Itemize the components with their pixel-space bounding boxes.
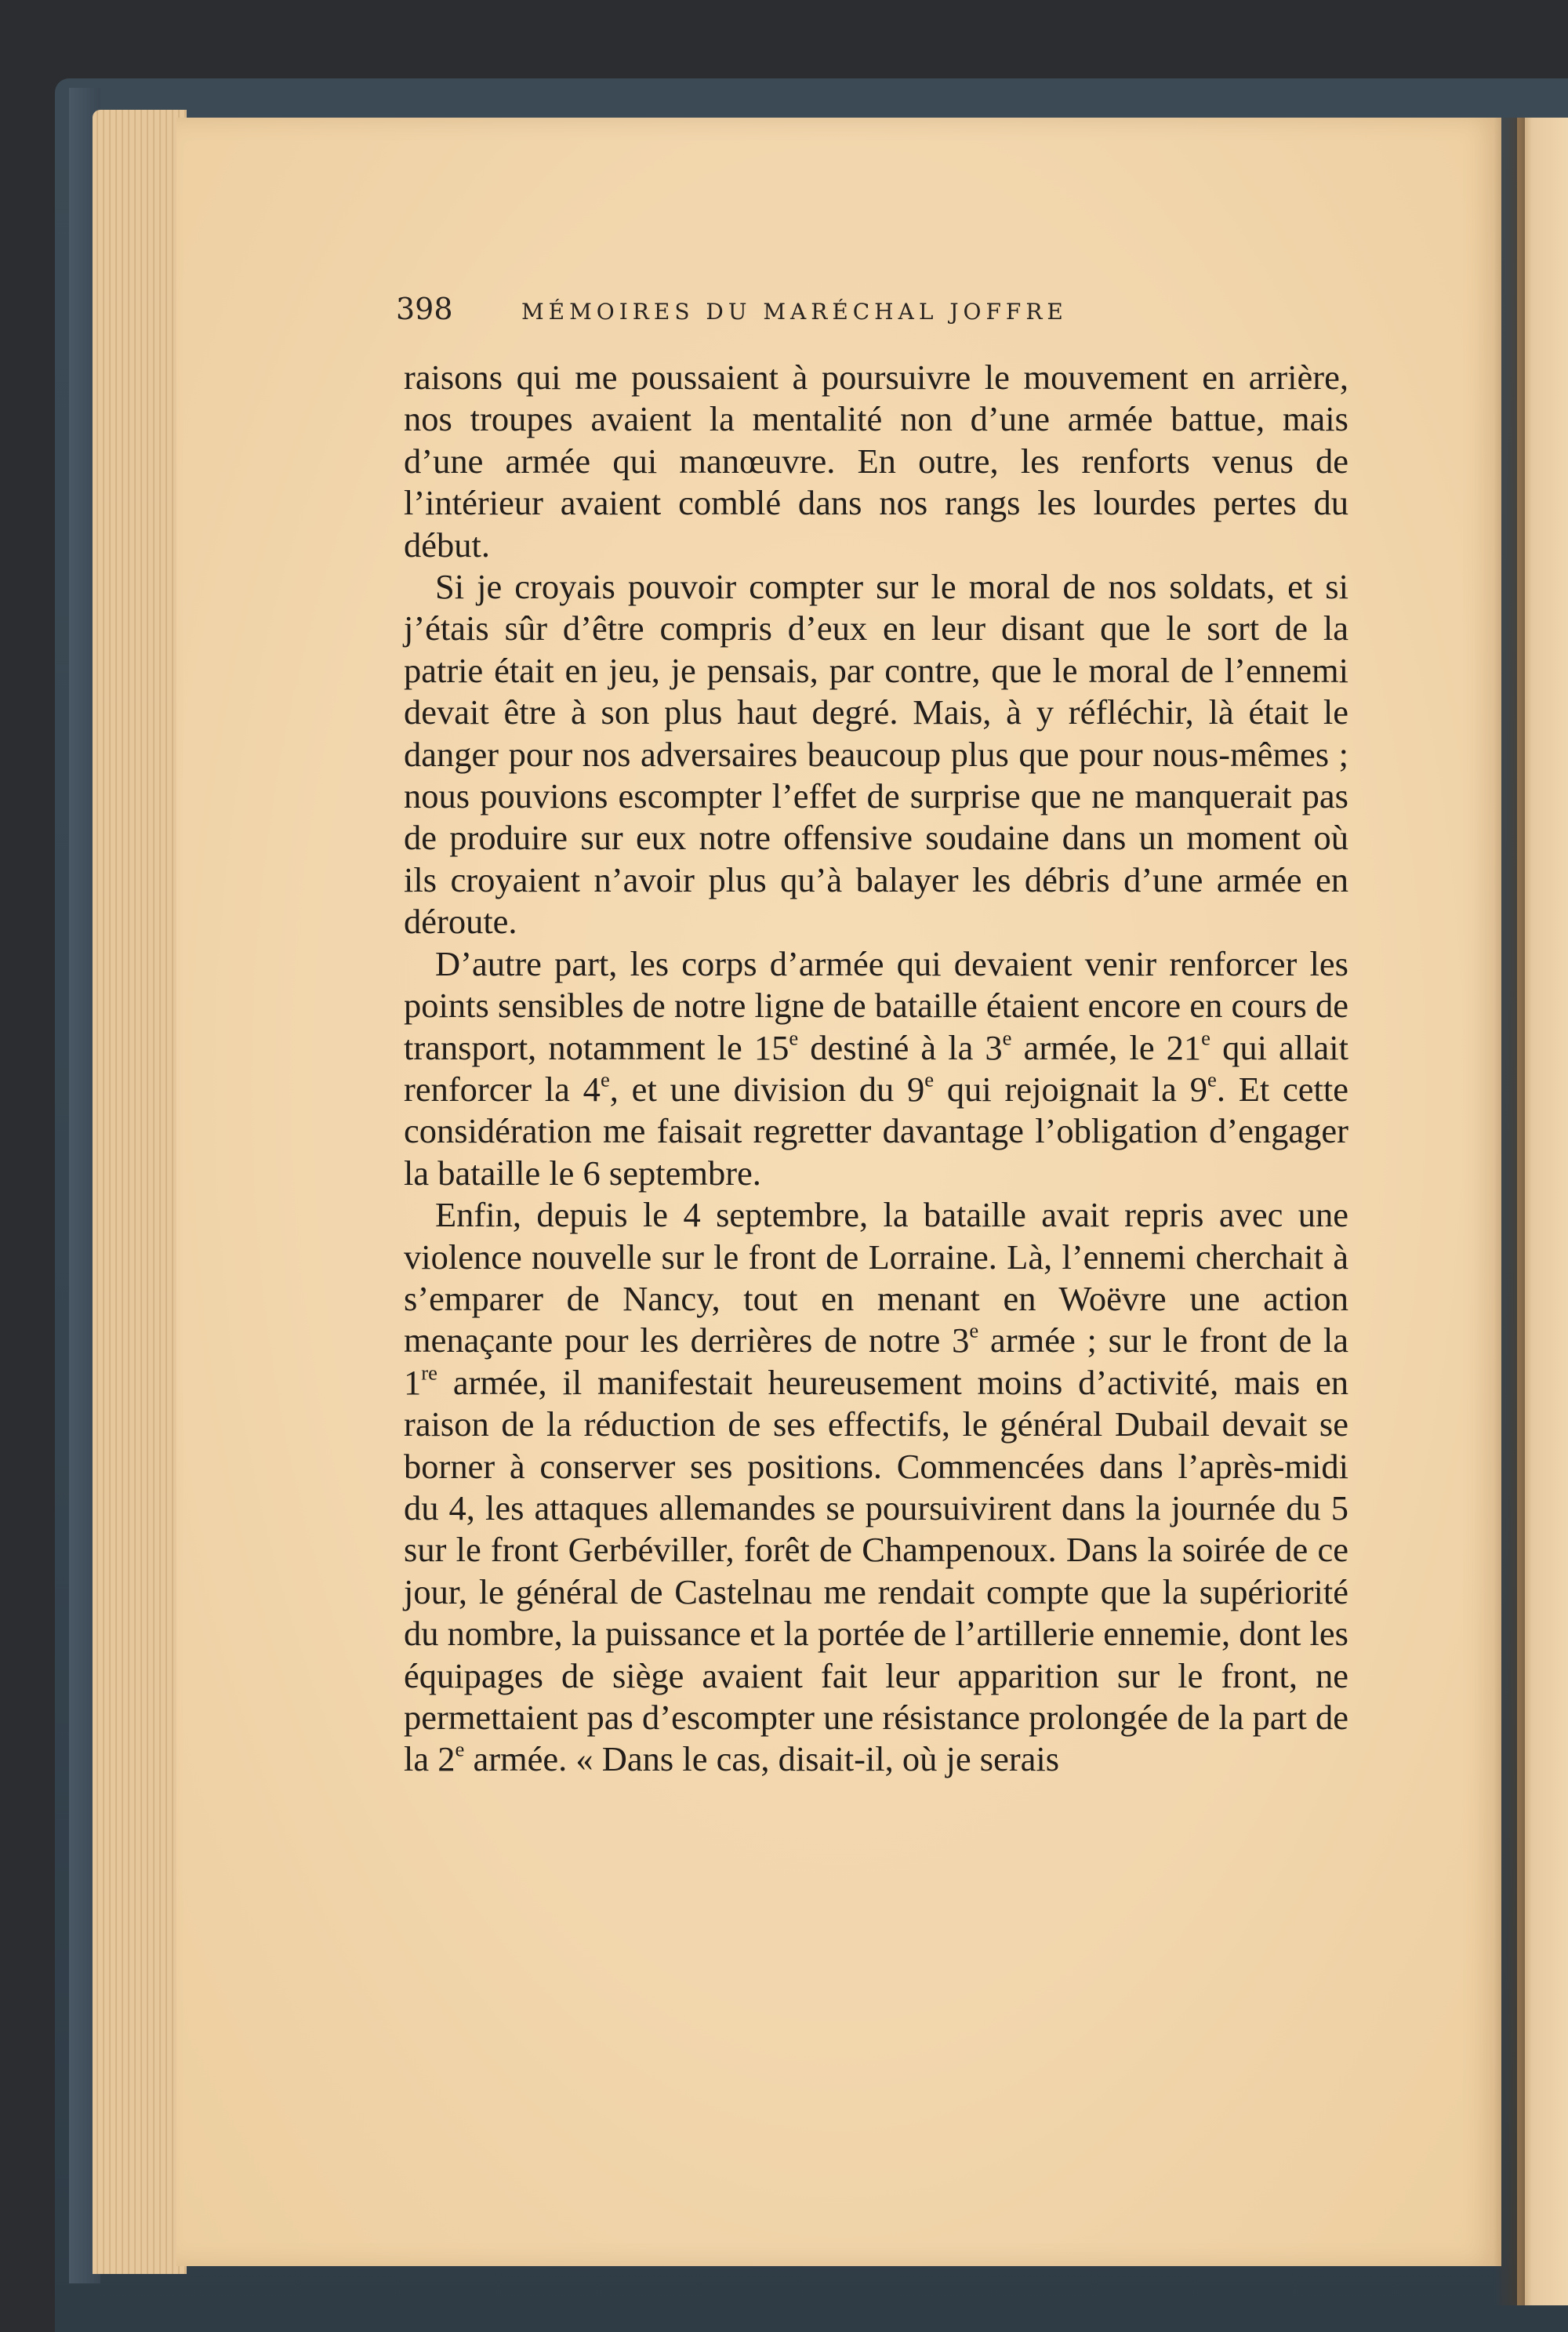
body-text [404,357,1348,1781]
ordinal-superscript: e [1207,1067,1217,1092]
paragraph-text: destiné à la 3 [798,1027,1003,1067]
paragraph [404,357,1348,566]
paragraph [404,1194,1348,1781]
paragraph [404,566,1348,943]
paragraph-text: qui allait renforcer la 4 [404,1027,1348,1109]
paragraph-text: , et une division du 9 [609,1069,925,1109]
page-gutter [1494,118,1525,2305]
paragraph-text: armée, il manifestait heureusement moins d’activité, mais en raison de la réduction de ses effectifs, le général Dubail devait se borner à conserver ses positions. Commencées dans l’après-midi du 4, les attaques allemandes se poursuivirent dans la journée du 5 sur le front Gerbéviller, forêt de Champenoux. Dans la soirée de ce jour, le général de Castelnau me rendait compte que la supériorité du nombre, la puissance et la portée de l’artillerie ennemie, dont les équipages de siège avaient fait leur apparition sur le front, ne permettaient pas d’escompter une résistance prolongée de la part de la 2 [404,1362,1348,1779]
running-head: MÉMOIRES DU MARÉCHAL JOFFRE [521,299,1068,325]
paragraph-text: D’autre part, les corps d’armée qui devaient venir renforcer les points sensibles de notre ligne de bataille étaient encore en cours de transport, notamment le 15 [404,943,1348,1067]
ordinal-superscript: e [1201,1025,1211,1049]
paragraph-text: Si je croyais pouvoir compter sur le moral de nos soldats, et si j’étais sûr d’être compris d’eux en leur disant que le sort de la patrie était en jeu, je pensais, par contre, que le moral de l’ennemi devait être à son plus haut degré. Mais, à y réfléchir, là était le danger pour nos adversaires beaucoup plus que pour nous-mêmes ; nous pouvions escompter l’effet de surprise que ne manquerait pas de produire sur eux notre offensive soudaine dans un moment où ils croyaient n’avoir plus qu’à balayer les débris d’une armée en déroute. [404,567,1348,942]
paragraph-text: qui rejoignait la 9 [934,1069,1207,1109]
paragraph [404,943,1348,1194]
ordinal-superscript: e [924,1067,935,1092]
paragraph-text: armée ; sur le front de la 1 [404,1320,1349,1402]
page-edges [93,110,187,2274]
paragraph-text: raisons qui me poussaient à poursuivre le mouvement en arrière, nos troupes avaient la mentalité non d’une armée battue, mais d’une armée qui manœuvre. En outre, les renforts venus de l’intérieur avaient comblé dans nos rangs les lourdes pertes du début. [404,358,1348,565]
ordinal-superscript: e [455,1737,465,1761]
paragraph-text: Enfin, depuis le 4 septembre, la bataille avait repris avec une violence nouvelle sur le front de Lorraine. Là, l’ennemi cherchait à s’emparer de Nancy, tout en menant en Woëvre une action menaçante pour les derrières de notre 3 [404,1195,1348,1360]
paragraph-text: armée. « Dans le cas, disait-il, où je serais [464,1739,1060,1779]
paragraph-text: armée, le 21 [1011,1027,1202,1067]
ordinal-superscript: e [600,1067,610,1092]
ordinal-superscript: re [421,1360,437,1385]
ordinal-superscript: e [789,1025,799,1049]
page-header [396,292,1352,331]
ordinal-superscript: e [969,1318,979,1342]
ordinal-superscript: e [1002,1025,1012,1049]
paragraph-text: . Et cette considération me faisait regretter davantage l’obligation d’engager la bataille le 6 septembre. [404,1069,1348,1193]
page-number: 398 [396,292,453,326]
